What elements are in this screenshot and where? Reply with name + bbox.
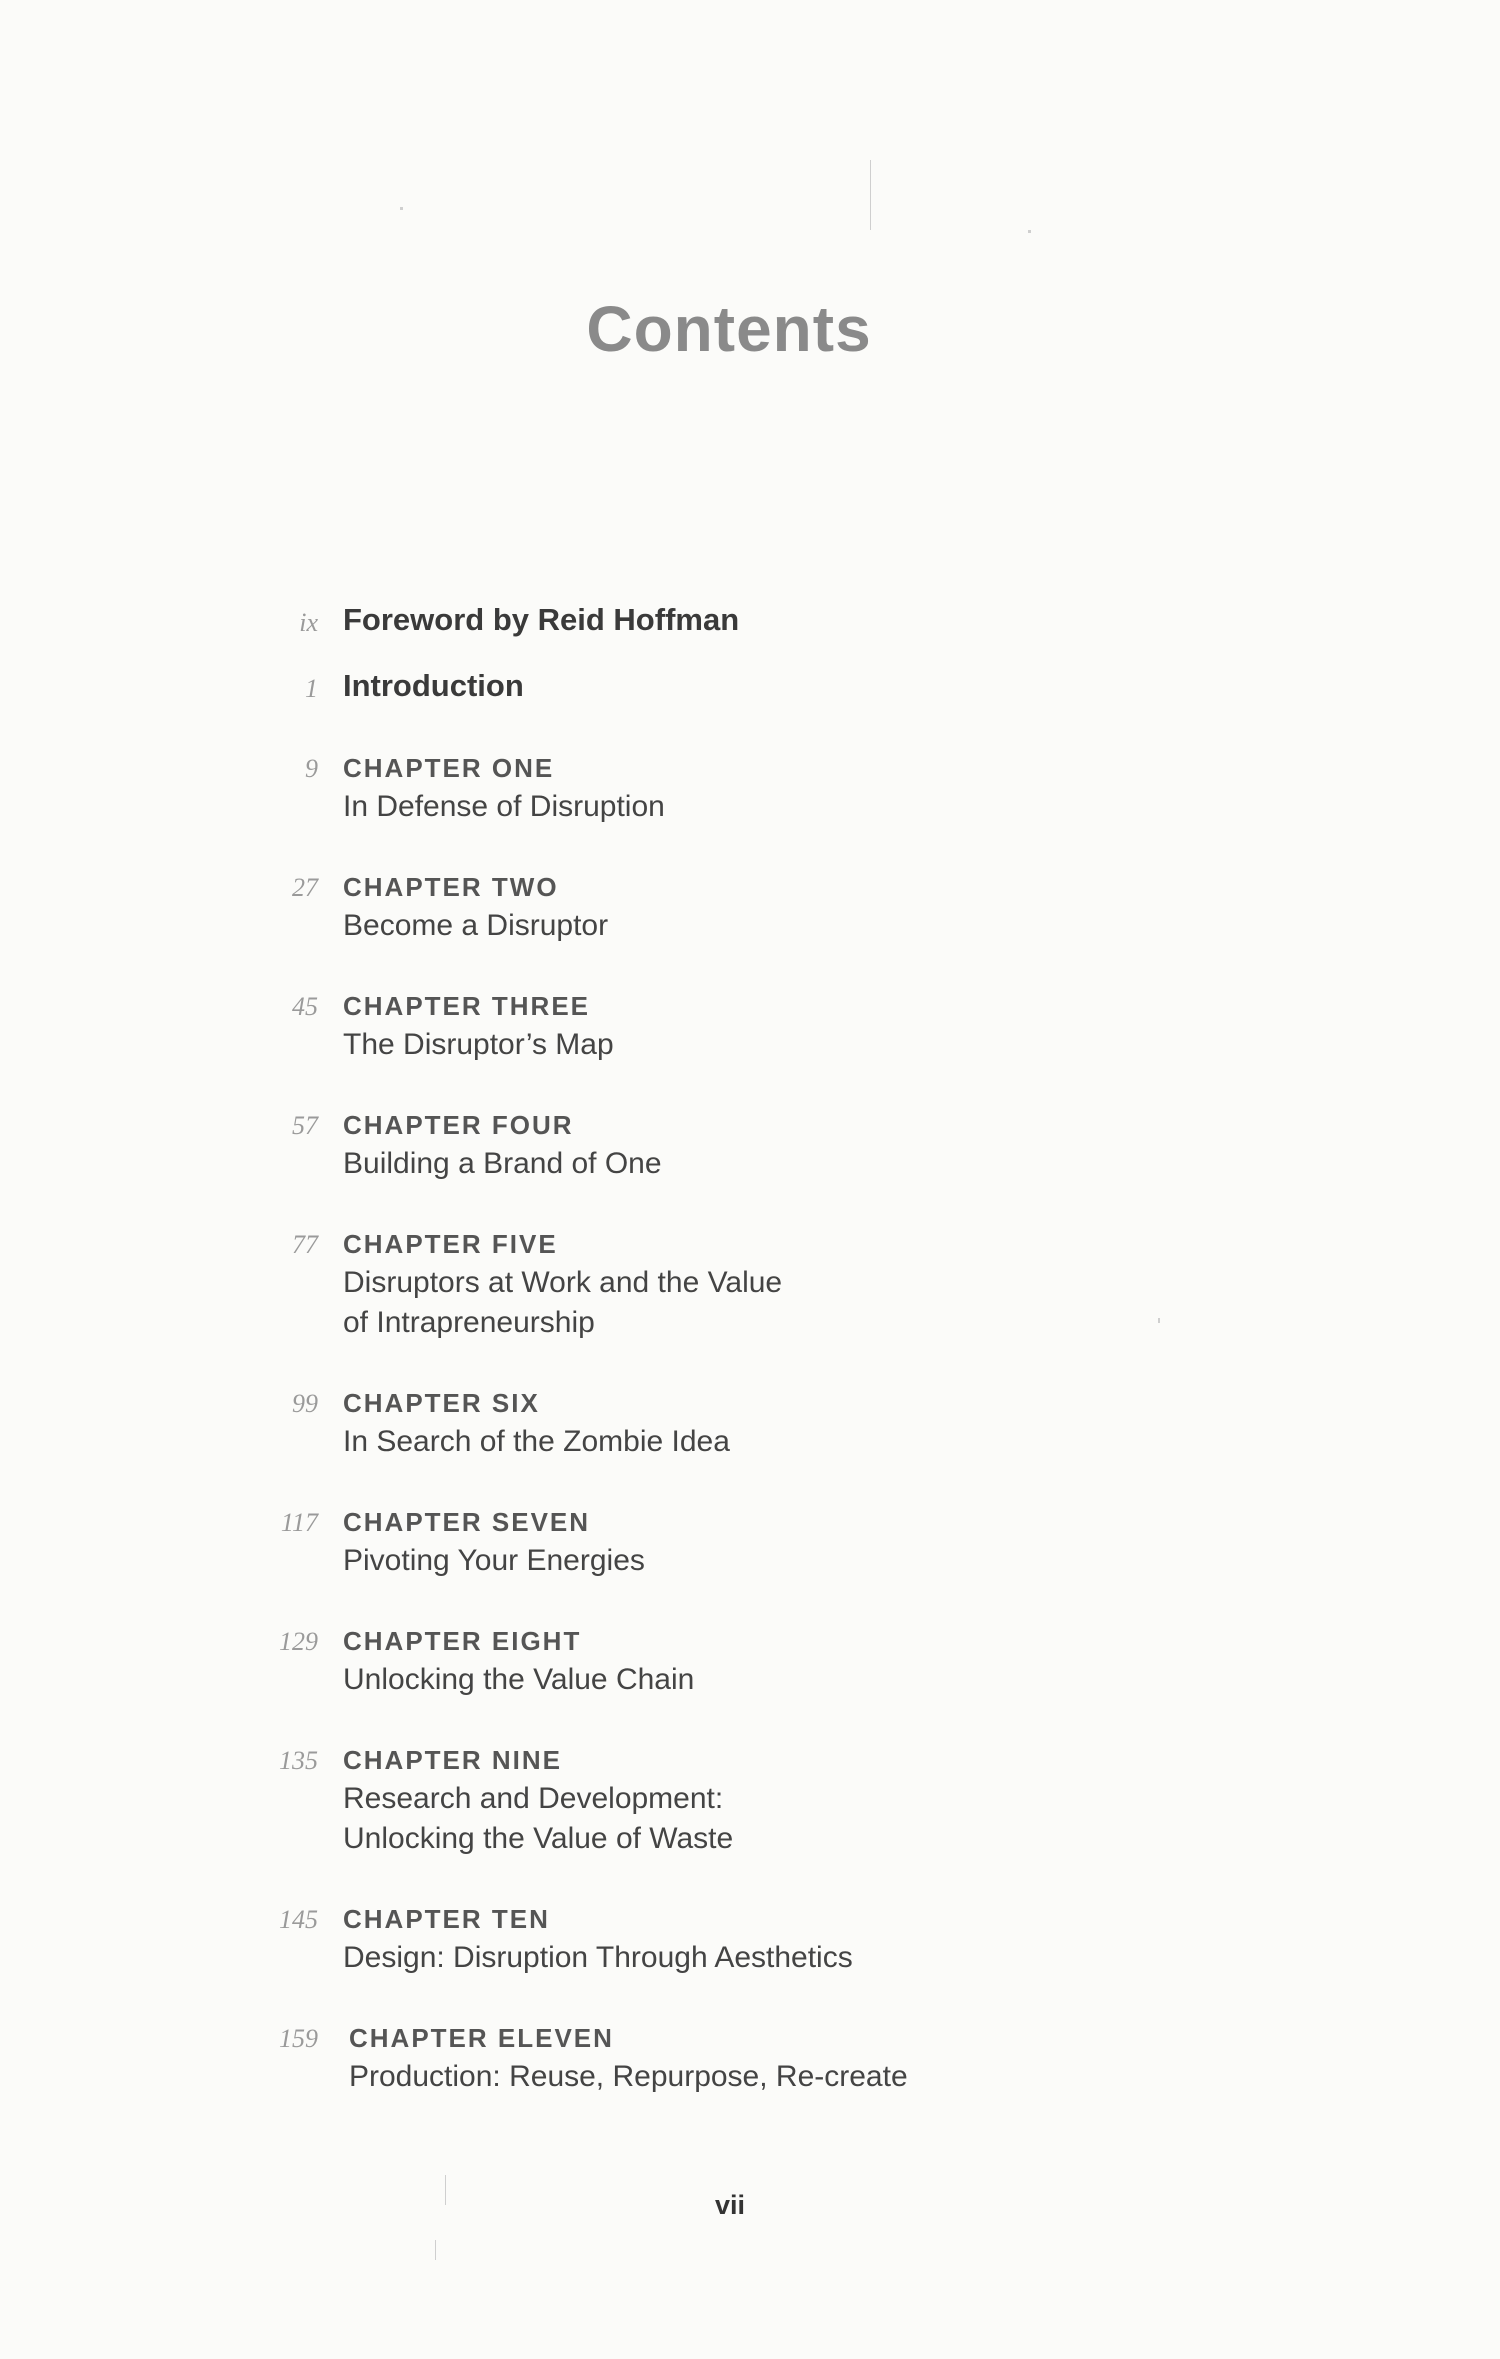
- scan-speck: [1028, 230, 1031, 233]
- page-number: 135: [279, 1746, 318, 1775]
- page-number: 27: [292, 873, 318, 902]
- chapter-title: Building a Brand of One: [343, 1147, 662, 1180]
- scan-speck: [435, 2240, 436, 2260]
- chapter-title: In Defense of Disruption: [343, 790, 665, 823]
- chapter-title-line: Disruptors at Work and the Value: [343, 1266, 783, 1299]
- chapter-label: CHAPTER SEVEN: [343, 1507, 591, 1537]
- chapter-label: CHAPTER THREE: [343, 991, 591, 1021]
- page-number: 57: [292, 1111, 318, 1140]
- page-number: 1: [305, 674, 318, 703]
- chapter-title: The Disruptor’s Map: [343, 1028, 614, 1061]
- chapter-title-line: of Intrapreneurship: [343, 1306, 595, 1339]
- scan-speck: [870, 160, 871, 230]
- entry-title: Foreword by Reid Hoffman: [343, 602, 740, 637]
- entry-title: Introduction: [343, 668, 524, 703]
- chapter-title: Pivoting Your Energies: [343, 1544, 645, 1577]
- page-number: 129: [279, 1627, 318, 1656]
- page-number: ix: [299, 608, 318, 637]
- chapter-title: Production: Reuse, Repurpose, Re-create: [349, 2060, 908, 2093]
- page-folio: vii: [714, 2190, 746, 2220]
- chapter-label: CHAPTER EIGHT: [343, 1626, 582, 1656]
- page-number: 99: [292, 1389, 318, 1418]
- chapter-label: CHAPTER ELEVEN: [349, 2023, 614, 2053]
- chapter-label: CHAPTER TWO: [343, 872, 559, 902]
- page-number: 45: [292, 992, 318, 1021]
- page-number: 77: [292, 1230, 318, 1259]
- chapter-title-line: Unlocking the Value of Waste: [343, 1822, 734, 1855]
- chapter-label: CHAPTER SIX: [343, 1388, 540, 1418]
- chapter-label: CHAPTER TEN: [343, 1904, 550, 1934]
- chapter-title: Unlocking the Value Chain: [343, 1663, 695, 1696]
- chapter-label: CHAPTER FIVE: [343, 1229, 558, 1259]
- chapter-title: Design: Disruption Through Aesthetics: [343, 1941, 853, 1974]
- chapter-label: CHAPTER FOUR: [343, 1110, 574, 1140]
- chapter-label: CHAPTER NINE: [343, 1745, 563, 1775]
- chapter-label: CHAPTER ONE: [343, 753, 555, 783]
- chapter-title: Become a Disruptor: [343, 909, 609, 942]
- page-number: 9: [305, 754, 318, 783]
- scan-speck: [400, 207, 403, 210]
- chapter-title: In Search of the Zombie Idea: [343, 1425, 730, 1458]
- page-title: Contents: [586, 293, 872, 365]
- scan-speck: [1158, 1318, 1160, 1323]
- page-number: 145: [279, 1905, 318, 1934]
- chapter-title-line: Research and Development:: [343, 1782, 724, 1815]
- page-number: 117: [280, 1508, 318, 1537]
- scan-speck: [445, 2175, 446, 2205]
- page-number: 159: [279, 2024, 318, 2053]
